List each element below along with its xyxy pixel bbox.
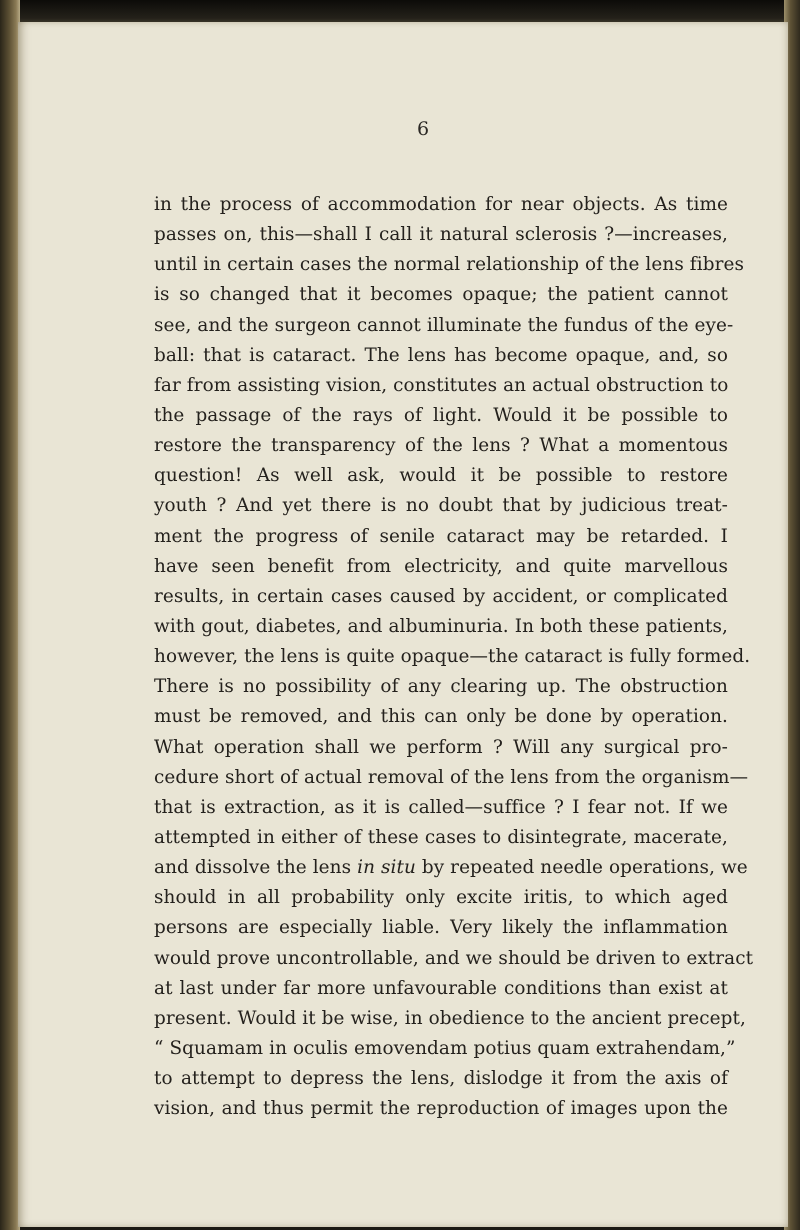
text-line: “ Squamam in oculis emovendam potius quam extrahendam,” bbox=[154, 1037, 736, 1059]
text-line: ball: that is cataract. The lens has become opaque, and, so bbox=[154, 344, 728, 366]
text-line: attempted in either of these cases to disintegrate, macerate, bbox=[154, 826, 728, 848]
text-line: should in all probability only excite iritis, to which aged bbox=[154, 887, 728, 909]
text-line: restore the transparency of the lens ? What a momentous bbox=[154, 435, 728, 457]
text-line: until in certain cases the normal relationship of the lens fibres bbox=[154, 254, 744, 276]
text-line: to attempt to depress the lens, dislodge it from the axis of bbox=[154, 1068, 728, 1090]
text-line: in the process of accommodation for near objects. As time bbox=[154, 194, 728, 215]
text-line: at last under far more unfavourable conditions than exist at bbox=[154, 977, 728, 999]
text-line: far from assisting vision, constitutes an actual obstruction to bbox=[154, 374, 729, 396]
book-binding-edge bbox=[0, 0, 20, 1230]
book-page bbox=[18, 22, 788, 1227]
text-line: persons are especially liable. Very likely the inflammation bbox=[154, 917, 728, 939]
text-line: vision, and thus permit the reproduction of images upon the bbox=[154, 1098, 728, 1120]
text-line: question! As well ask, would it be possible to restore bbox=[154, 465, 728, 487]
text-line: results, in certain cases caused by accident, or complicated bbox=[154, 585, 728, 607]
text-line: is so changed that it becomes opaque; the patient cannot bbox=[154, 284, 728, 306]
text-line: however, the lens is quite opaque—the cataract is fully formed. bbox=[154, 646, 751, 668]
body-text bbox=[154, 190, 754, 1124]
text-line: that is extraction, as it is called—suffice ? I fear not. If we bbox=[154, 796, 728, 818]
text-line: ment the progress of senile cataract may be retarded. I bbox=[154, 525, 728, 547]
text-line: There is no possibility of any clearing up. The obstruction bbox=[154, 676, 728, 698]
text-line: What operation shall we perform ? Will any surgical pro- bbox=[154, 736, 728, 758]
text-line: see, and the surgeon cannot illuminate the fundus of the eye- bbox=[154, 314, 734, 336]
text-line: and dissolve the lens in situ by repeated needle operations, we bbox=[154, 857, 748, 879]
text-line: the passage of the rays of light. Would it be possible to bbox=[154, 404, 728, 426]
text-line: with gout, diabetes, and albuminuria. In both these patients, bbox=[154, 615, 728, 637]
text-line: passes on, this—shall I call it natural sclerosis ?—increases, bbox=[154, 224, 728, 246]
text-line: must be removed, and this can only be done by operation. bbox=[154, 706, 728, 728]
text-line: youth ? And yet there is no doubt that by judicious treat- bbox=[154, 495, 728, 517]
text-line: present. Would it be wise, in obedience to the ancient precept, bbox=[154, 1007, 746, 1029]
page-number: 6 bbox=[416, 118, 430, 140]
text-line: have seen benefit from electricity, and quite marvellous bbox=[154, 555, 728, 577]
text-line: cedure short of actual removal of the lens from the organism— bbox=[154, 766, 749, 788]
text-line: would prove uncontrollable, and we should be driven to extract bbox=[154, 947, 754, 969]
